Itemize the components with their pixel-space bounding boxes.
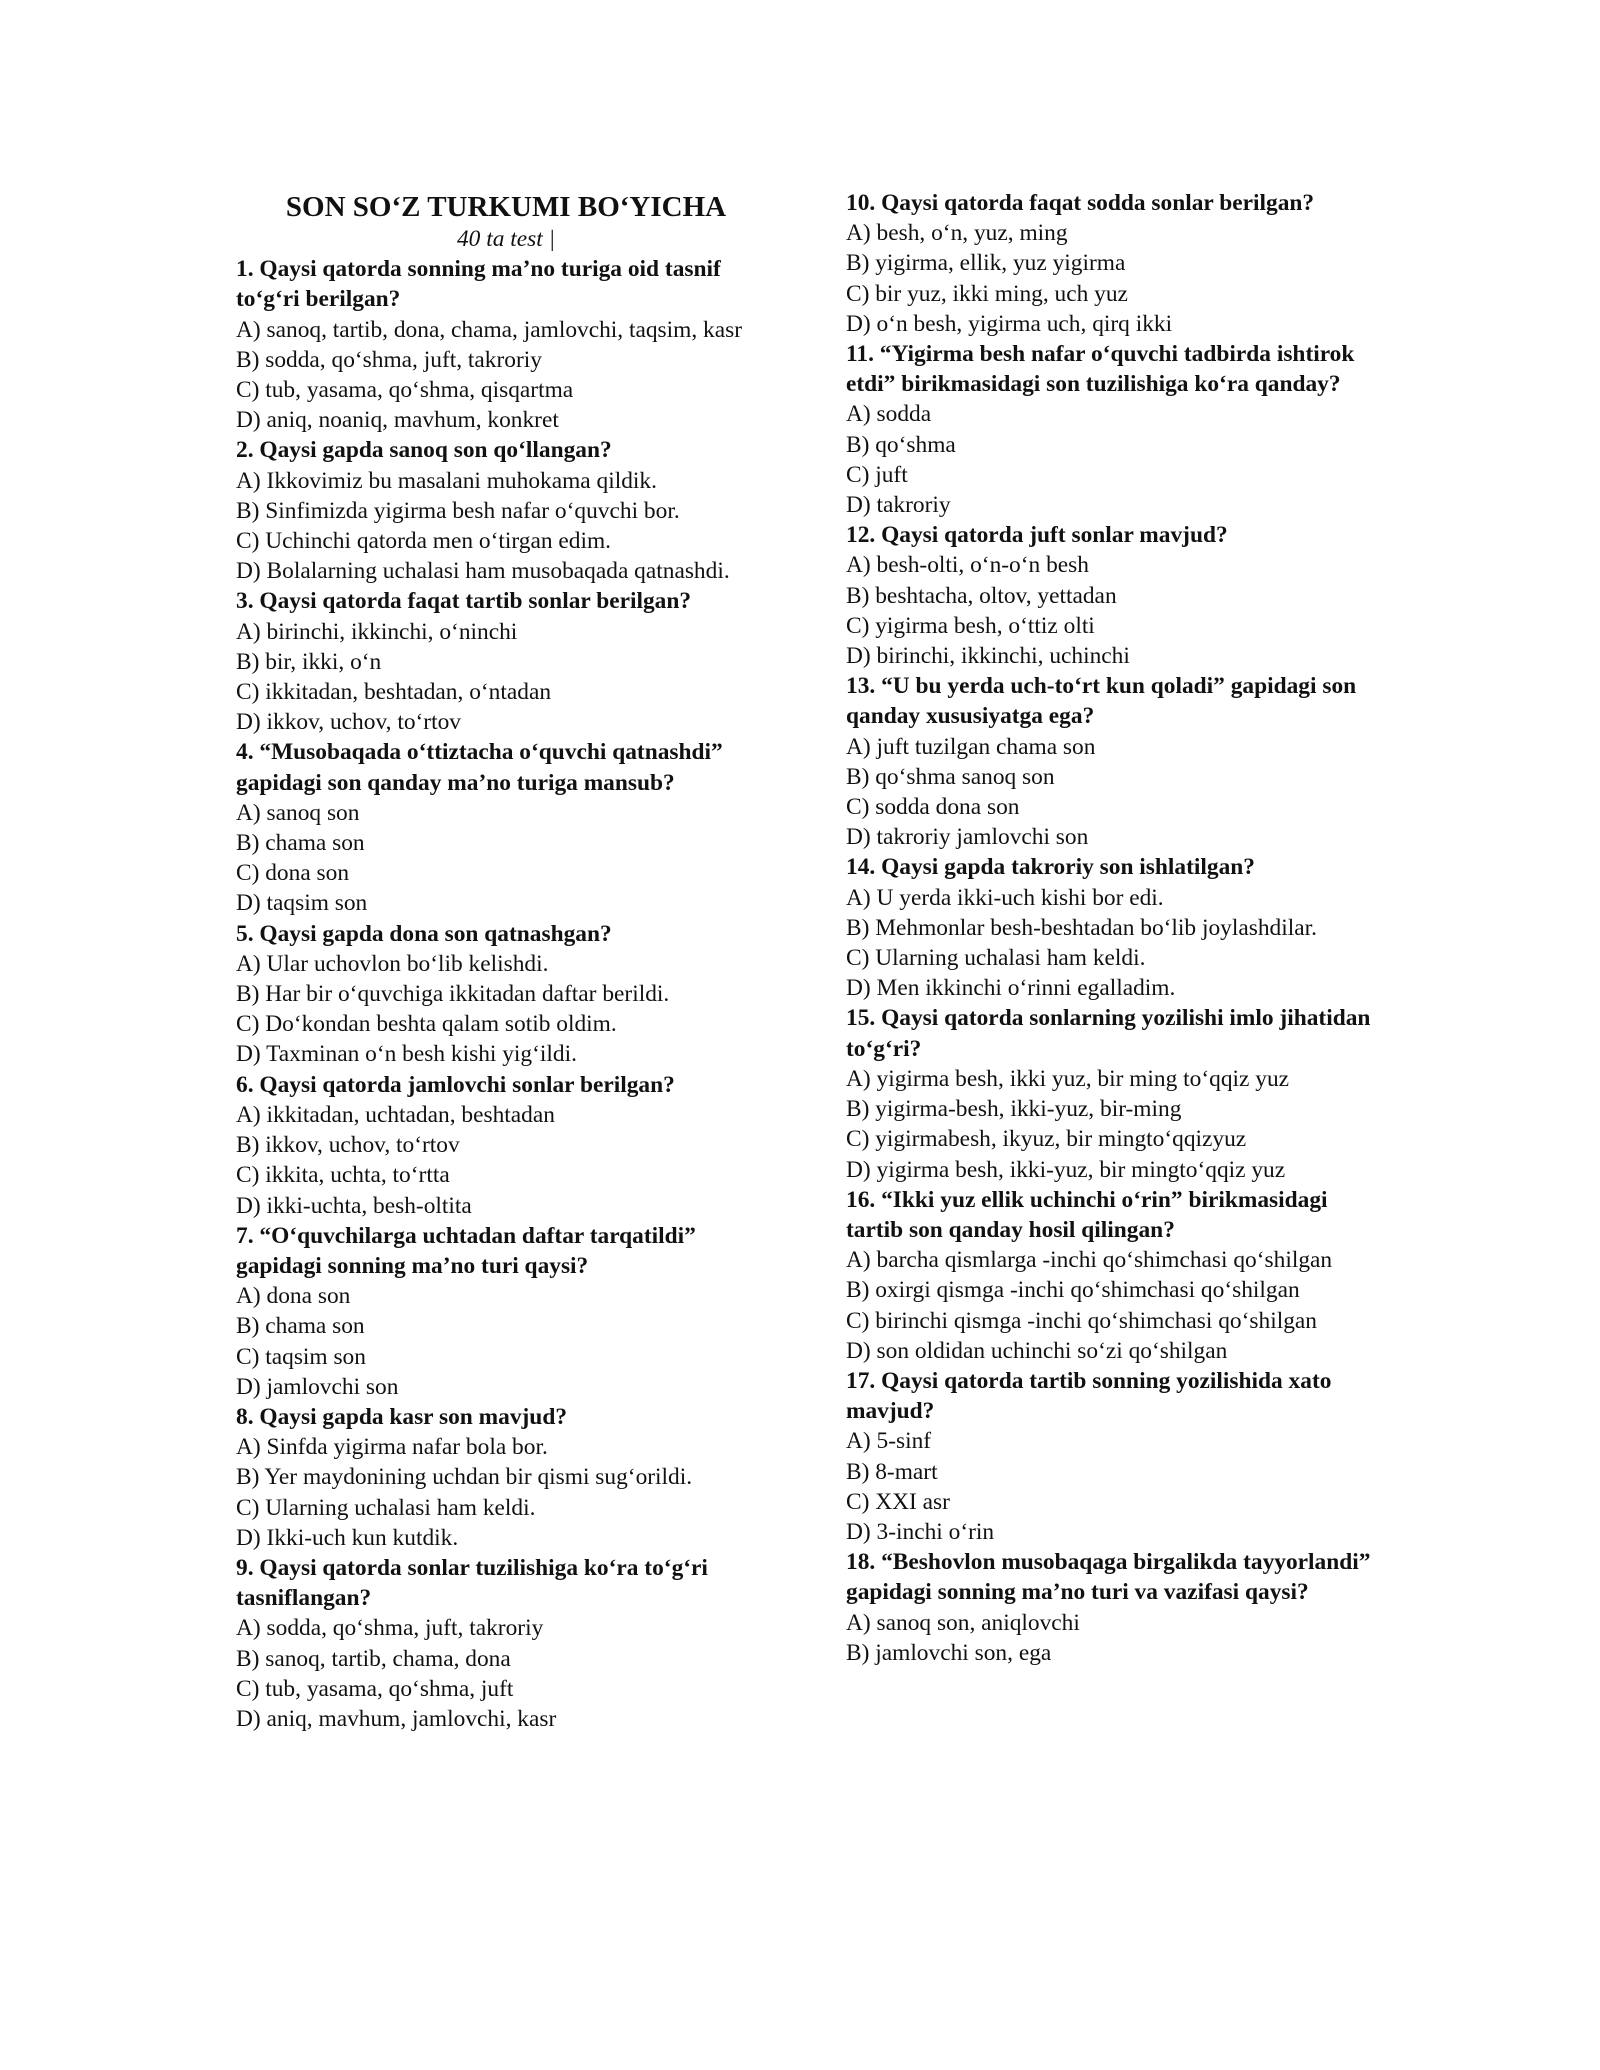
answer-option: B) ikkov, uchov, to‘rtov <box>236 1132 460 1159</box>
answer-option: B) sodda, qo‘shma, juft, takroriy <box>236 346 542 373</box>
answer-option: B) qo‘shma sanoq son <box>846 763 1055 790</box>
answer-option: D) takroriy jamlovchi son <box>846 824 1089 851</box>
answer-option: A) barcha qismlarga -inchi qo‘shimchasi qo‘shilgan <box>846 1247 1333 1274</box>
answer-option: B) sanoq, tartib, chama, dona <box>236 1645 511 1672</box>
document-title: SON SO‘Z TURKUMI BO‘YICHA <box>285 191 727 223</box>
question-block <box>846 1003 1376 1184</box>
answer-option: A) dona son <box>236 1283 351 1310</box>
answer-option: C) sodda dona son <box>846 794 1020 821</box>
question-block <box>236 1221 776 1402</box>
question-list-right <box>846 188 1376 1668</box>
answer-option: A) sodda, qo‘shma, juft, takroriy <box>236 1615 544 1642</box>
answer-option: A) Sinfda yigirma nafar bola bor. <box>236 1434 548 1461</box>
question-text: 6. Qaysi qatorda jamlovchi sonlar berilgan? <box>236 1071 675 1098</box>
answer-option: D) Ikki-uch kun kutdik. <box>236 1524 459 1551</box>
answer-option: D) o‘n besh, yigirma uch, qirq ikki <box>846 310 1173 337</box>
answer-option: B) Yer maydonining uchdan bir qismi sug‘orildi. <box>236 1464 693 1491</box>
answer-option: D) ikki-uchta, besh-oltita <box>236 1192 472 1219</box>
question-text: 7. “O‘quvchilarga uchtadan daftar tarqatildi” gapidagi sonning ma’no turi qaysi? <box>236 1222 696 1279</box>
answer-option: A) sanoq son, aniqlovchi <box>846 1609 1080 1636</box>
answer-option: C) bir yuz, ikki ming, uch yuz <box>846 280 1128 307</box>
question-text: 2. Qaysi gapda sanoq son qo‘llangan? <box>236 437 612 464</box>
question-block <box>846 1185 1376 1366</box>
answer-option: D) Taxminan o‘n besh kishi yig‘ildi. <box>236 1041 577 1068</box>
question-text: 13. “U bu yerda uch-to‘rt kun qoladi” gapidagi son qanday xususiyatga ega? <box>846 673 1357 730</box>
answer-option: B) bir, ikki, o‘n <box>236 648 382 675</box>
answer-option: A) birinchi, ikkinchi, o‘ninchi <box>236 618 518 645</box>
answer-option: B) Har bir o‘quvchiga ikkitadan daftar berildi. <box>236 981 670 1008</box>
question-block <box>236 737 776 918</box>
question-block <box>846 520 1376 671</box>
answer-option: D) yigirma besh, ikki-yuz, bir mingto‘qqiz yuz <box>846 1156 1286 1183</box>
answer-option: A) sanoq son <box>236 799 360 826</box>
question-block <box>236 1402 776 1553</box>
question-text: 14. Qaysi gapda takroriy son ishlatilgan? <box>846 854 1255 881</box>
question-text: 1. Qaysi qatorda sonning ma’no turiga oid tasnif to‘g‘ri berilgan? <box>236 256 721 313</box>
question-text: 5. Qaysi gapda dona son qatnashgan? <box>236 920 612 947</box>
answer-option: A) ikkitadan, uchtadan, beshtadan <box>236 1101 555 1128</box>
question-block <box>846 188 1376 339</box>
answer-option: B) oxirgi qismga -inchi qo‘shimchasi qo‘shilgan <box>846 1277 1300 1304</box>
question-text: 15. Qaysi qatorda sonlarning yozilishi imlo jihatidan to‘g‘ri? <box>846 1005 1371 1062</box>
question-text: 9. Qaysi qatorda sonlar tuzilishiga ko‘ra to‘g‘ri tasniflangan? <box>236 1554 708 1612</box>
question-block <box>846 671 1376 852</box>
answer-option: A) sanoq, tartib, dona, chama, jamlovchi, taqsim, kasr <box>236 316 743 343</box>
answer-option: A) juft tuzilgan chama son <box>846 733 1096 760</box>
question-text: 18. “Beshovlon musobaqaga birgalikda tayyorlandi” gapidagi sonning ma’no turi va vazifasi qaysi? <box>846 1549 1371 1606</box>
answer-option: B) yigirma-besh, ikki-yuz, bir-ming <box>846 1096 1182 1123</box>
question-block <box>236 919 776 1070</box>
answer-option: B) qo‘shma <box>846 431 956 458</box>
answer-option: C) yigirmabesh, ikyuz, bir mingto‘qqizyuz <box>846 1126 1247 1153</box>
answer-option: B) yigirma, ellik, yuz yigirma <box>846 250 1126 277</box>
answer-option: D) takroriy <box>846 492 951 519</box>
question-block <box>236 1553 776 1734</box>
answer-option: C) Ularning uchalasi ham keldi. <box>236 1494 536 1521</box>
answer-option: C) juft <box>846 461 908 488</box>
question-block <box>236 1070 776 1221</box>
answer-option: D) Men ikkinchi o‘rinni egalladim. <box>846 975 1176 1002</box>
answer-option: C) Uchinchi qatorda men o‘tirgan edim. <box>236 528 612 555</box>
right-column <box>846 188 1376 1668</box>
question-list-left <box>236 254 776 1734</box>
answer-option: A) besh, o‘n, yuz, ming <box>846 220 1068 247</box>
answer-option: C) Do‘kondan beshta qalam sotib oldim. <box>236 1011 617 1038</box>
answer-option: D) son oldidan uchinchi so‘zi qo‘shilgan <box>846 1337 1228 1364</box>
question-block <box>846 1547 1376 1668</box>
answer-option: B) jamlovchi son, ega <box>846 1639 1052 1666</box>
question-text: 11. “Yigirma besh nafar o‘quvchi tadbirda ishtirok etdi” birikmasidagi son tuzilishiga ko‘ra qanday? <box>846 341 1355 398</box>
answer-option: D) taqsim son <box>236 890 368 917</box>
answer-option: C) dona son <box>236 860 350 887</box>
answer-option: D) birinchi, ikkinchi, uchinchi <box>846 643 1130 670</box>
answer-option: D) Bolalarning uchalasi ham musobaqada qatnashdi. <box>236 558 730 585</box>
answer-option: C) yigirma besh, o‘ttiz olti <box>846 612 1095 639</box>
question-block <box>236 586 776 737</box>
answer-option: A) Ikkovimiz bu masalani muhokama qildik. <box>236 467 657 494</box>
answer-option: A) besh-olti, o‘n-o‘n besh <box>846 552 1089 579</box>
answer-option: C) tub, yasama, qo‘shma, qisqartma <box>236 377 574 404</box>
question-text: 8. Qaysi gapda kasr son mavjud? <box>236 1403 568 1430</box>
answer-option: B) chama son <box>236 1313 365 1340</box>
answer-option: A) yigirma besh, ikki yuz, bir ming to‘qqiz yuz <box>846 1065 1290 1092</box>
answer-option: C) tub, yasama, qo‘shma, juft <box>236 1675 514 1702</box>
answer-option: C) XXI asr <box>846 1488 950 1515</box>
answer-option: C) Ularning uchalasi ham keldi. <box>846 945 1146 972</box>
question-block <box>236 254 776 435</box>
question-block <box>846 852 1376 1003</box>
question-text: 10. Qaysi qatorda faqat sodda sonlar berilgan? <box>846 190 1315 216</box>
answer-option: A) U yerda ikki-uch kishi bor edi. <box>846 884 1164 911</box>
answer-option: C) birinchi qismga -inchi qo‘shimchasi qo‘shilgan <box>846 1307 1317 1334</box>
question-block <box>846 1366 1376 1547</box>
answer-option: B) Sinfimizda yigirma besh nafar o‘quvchi bor. <box>236 497 680 524</box>
answer-option: B) 8-mart <box>846 1458 938 1485</box>
answer-option: C) ikkita, uchta, to‘rtta <box>236 1162 450 1189</box>
answer-option: D) ikkov, uchov, to‘rtov <box>236 709 461 736</box>
answer-option: D) aniq, mavhum, jamlovchi, kasr <box>236 1705 557 1732</box>
answer-option: B) beshtacha, oltov, yettadan <box>846 582 1117 609</box>
answer-option: A) 5-sinf <box>846 1428 932 1455</box>
question-block <box>846 339 1376 520</box>
question-text: 4. “Musobaqada o‘ttiztacha o‘quvchi qatnashdi” gapidagi son qanday ma’no turiga mansub? <box>236 739 723 796</box>
answer-option: D) aniq, noaniq, mavhum, konkret <box>236 407 559 434</box>
question-block <box>236 435 776 586</box>
answer-option: D) jamlovchi son <box>236 1373 399 1400</box>
answer-option: A) Ular uchovlon bo‘lib kelishdi. <box>236 950 549 977</box>
left-column <box>236 188 776 1734</box>
question-text: 12. Qaysi qatorda juft sonlar mavjud? <box>846 522 1228 549</box>
answer-option: B) chama son <box>236 830 365 857</box>
question-text: 16. “Ikki yuz ellik uchinchi o‘rin” birikmasidagi tartib son qanday hosil qilingan? <box>846 1186 1328 1243</box>
answer-option: A) sodda <box>846 401 932 428</box>
answer-option: B) Mehmonlar besh-beshtadan bo‘lib joylashdilar. <box>846 914 1317 941</box>
answer-option: D) 3-inchi o‘rin <box>846 1518 995 1545</box>
answer-option: C) taqsim son <box>236 1343 366 1370</box>
question-text: 3. Qaysi qatorda faqat tartib sonlar berilgan? <box>236 588 692 615</box>
question-text: 17. Qaysi qatorda tartib sonning yozilishida xato mavjud? <box>846 1367 1332 1425</box>
document-subtitle: 40 ta test | <box>456 226 556 252</box>
answer-option: C) ikkitadan, beshtadan, o‘ntadan <box>236 679 552 706</box>
